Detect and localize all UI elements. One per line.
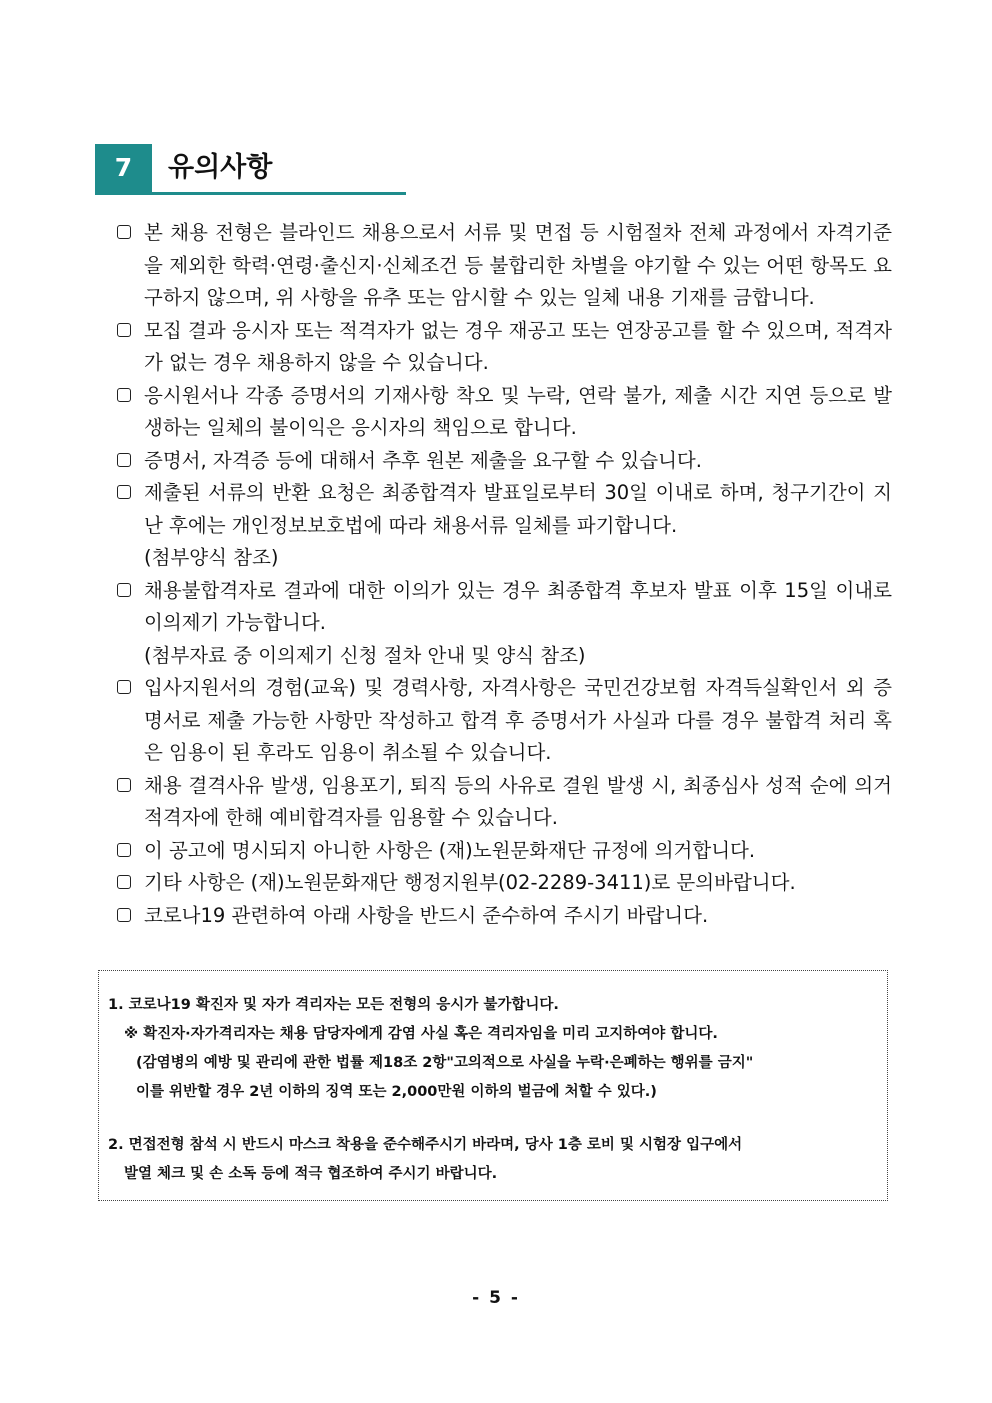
notice-item-regulations bbox=[117, 835, 892, 868]
notice-item-original-documents bbox=[117, 445, 892, 478]
covid-item-1-law-line-2: 이를 위반할 경우 2년 이하의 징역 또는 2,000만원 이하의 벌금에 처할 수 있다.) bbox=[136, 1084, 657, 1100]
checkbox-icon bbox=[117, 225, 131, 239]
notice-note: (첨부자료 중 이의제기 신청 절차 안내 및 양식 참조) bbox=[144, 643, 586, 667]
covid-item-2-line-1: 2. 면접전형 참석 시 반드시 마스크 착용을 준수해주시기 바라며, 당사 1층 로비 및 시험장 입구에서 bbox=[108, 1137, 743, 1153]
section-header bbox=[95, 144, 406, 196]
notice-text: 제출된 서류의 반환 요청은 최종합격자 발표일로부터 30일 이내로 하며, 청구기간이 지난 후에는 개인정보보호법에 따라 채용서류 일체를 파기합니다. bbox=[144, 481, 892, 537]
notice-item-applicant-responsibility bbox=[117, 380, 892, 445]
notice-text: 코로나19 관련하여 아래 사항을 반드시 준수하여 주시기 바랍니다. bbox=[144, 903, 709, 927]
notice-text: 입사지원서의 경험(교육) 및 경력사항, 자격사항은 국민건강보험 자격득실확인서 외 증명서로 제출 가능한 사항만 작성하고 합격 후 증명서가 사실과 다를 경우 불합격 처리 혹은 임용이 된 후라도 임용이 취소될 수 있습니다. bbox=[144, 676, 892, 764]
notice-item-covid bbox=[117, 900, 892, 933]
checkbox-icon bbox=[117, 453, 131, 467]
notice-text: 이 공고에 명시되지 아니한 사항은 (재)노원문화재단 규정에 의거합니다. bbox=[144, 838, 756, 862]
checkbox-icon bbox=[117, 388, 131, 402]
notice-text: 본 채용 전형은 블라인드 채용으로서 서류 및 면접 등 시험절차 전체 과정에서 자격기준을 제외한 학력·연령·출신지·신체조건 등 불합리한 차별을 야기할 수 있는 어떤 항목도 요구하지 않으며, 위 사항을 유추 또는 암시할 수 있는 일체 내용 기재를 금합니다. bbox=[144, 221, 892, 309]
checkbox-icon bbox=[117, 680, 131, 694]
notice-note: (첨부양식 참조) bbox=[144, 546, 279, 569]
covid-item-1-note: ※ 확진자·자가격리자는 채용 담당자에게 감염 사실 혹은 격리자임을 미리 고지하여야 합니다. bbox=[124, 1026, 718, 1042]
covid-item-2-line-2: 발열 체크 및 손 소독 등에 적극 협조하여 주시기 바랍니다. bbox=[124, 1166, 498, 1182]
notice-item-contact bbox=[117, 867, 892, 900]
notice-item-reserve-candidates bbox=[117, 770, 892, 835]
notice-item-blind-hiring bbox=[117, 217, 892, 315]
notice-item-certificates bbox=[117, 672, 892, 770]
notice-item-re-announcement bbox=[117, 315, 892, 380]
page-number: - 5 - bbox=[472, 1288, 520, 1308]
checkbox-icon bbox=[117, 875, 131, 889]
covid-item-1-law-line-1: (감염병의 예방 및 관리에 관한 법률 제18조 2항"고의적으로 사실을 누락·은폐하는 행위를 금지" bbox=[136, 1055, 754, 1071]
section-title: 유의사항 bbox=[168, 152, 273, 183]
notice-item-document-return bbox=[117, 477, 892, 575]
checkbox-icon bbox=[117, 778, 131, 792]
checkbox-icon bbox=[117, 485, 131, 499]
notice-text: 기타 사항은 (재)노원문화재단 행정지원부(02-2289-3411)로 문의바랍니다. bbox=[144, 871, 796, 894]
notice-text: 증명서, 자격증 등에 대해서 추후 원본 제출을 요구할 수 있습니다. bbox=[144, 448, 702, 472]
notice-item-objection bbox=[117, 575, 892, 673]
section-underline bbox=[95, 192, 406, 195]
notice-text: 채용불합격자로 결과에 대한 이의가 있는 경우 최종합격 후보자 발표 이후 15일 이내로 이의제기 가능합니다. bbox=[144, 578, 892, 634]
notice-text: 응시원서나 각종 증명서의 기재사항 착오 및 누락, 연락 불가, 제출 시간 지연 등으로 발생하는 일체의 불이익은 응시자의 책임으로 합니다. bbox=[144, 383, 892, 439]
checkbox-icon bbox=[117, 843, 131, 857]
covid-item-1: 1. 코로나19 확진자 및 자가 격리자는 모든 전형의 응시가 불가합니다. bbox=[108, 997, 559, 1013]
checkbox-icon bbox=[117, 323, 131, 337]
notice-text: 모집 결과 응시자 또는 적격자가 없는 경우 재공고 또는 연장공고를 할 수 있으며, 적격자가 없는 경우 채용하지 않을 수 있습니다. bbox=[144, 318, 892, 374]
section-number-badge: 7 bbox=[95, 144, 152, 192]
covid-notice-box bbox=[98, 970, 888, 1201]
checkbox-icon bbox=[117, 908, 131, 922]
checkbox-icon bbox=[117, 583, 131, 597]
notice-text: 채용 결격사유 발생, 임용포기, 퇴직 등의 사유로 결원 발생 시, 최종심사 성적 순에 의거 적격자에 한해 예비합격자를 임용할 수 있습니다. bbox=[144, 773, 892, 829]
notice-list bbox=[117, 217, 892, 932]
